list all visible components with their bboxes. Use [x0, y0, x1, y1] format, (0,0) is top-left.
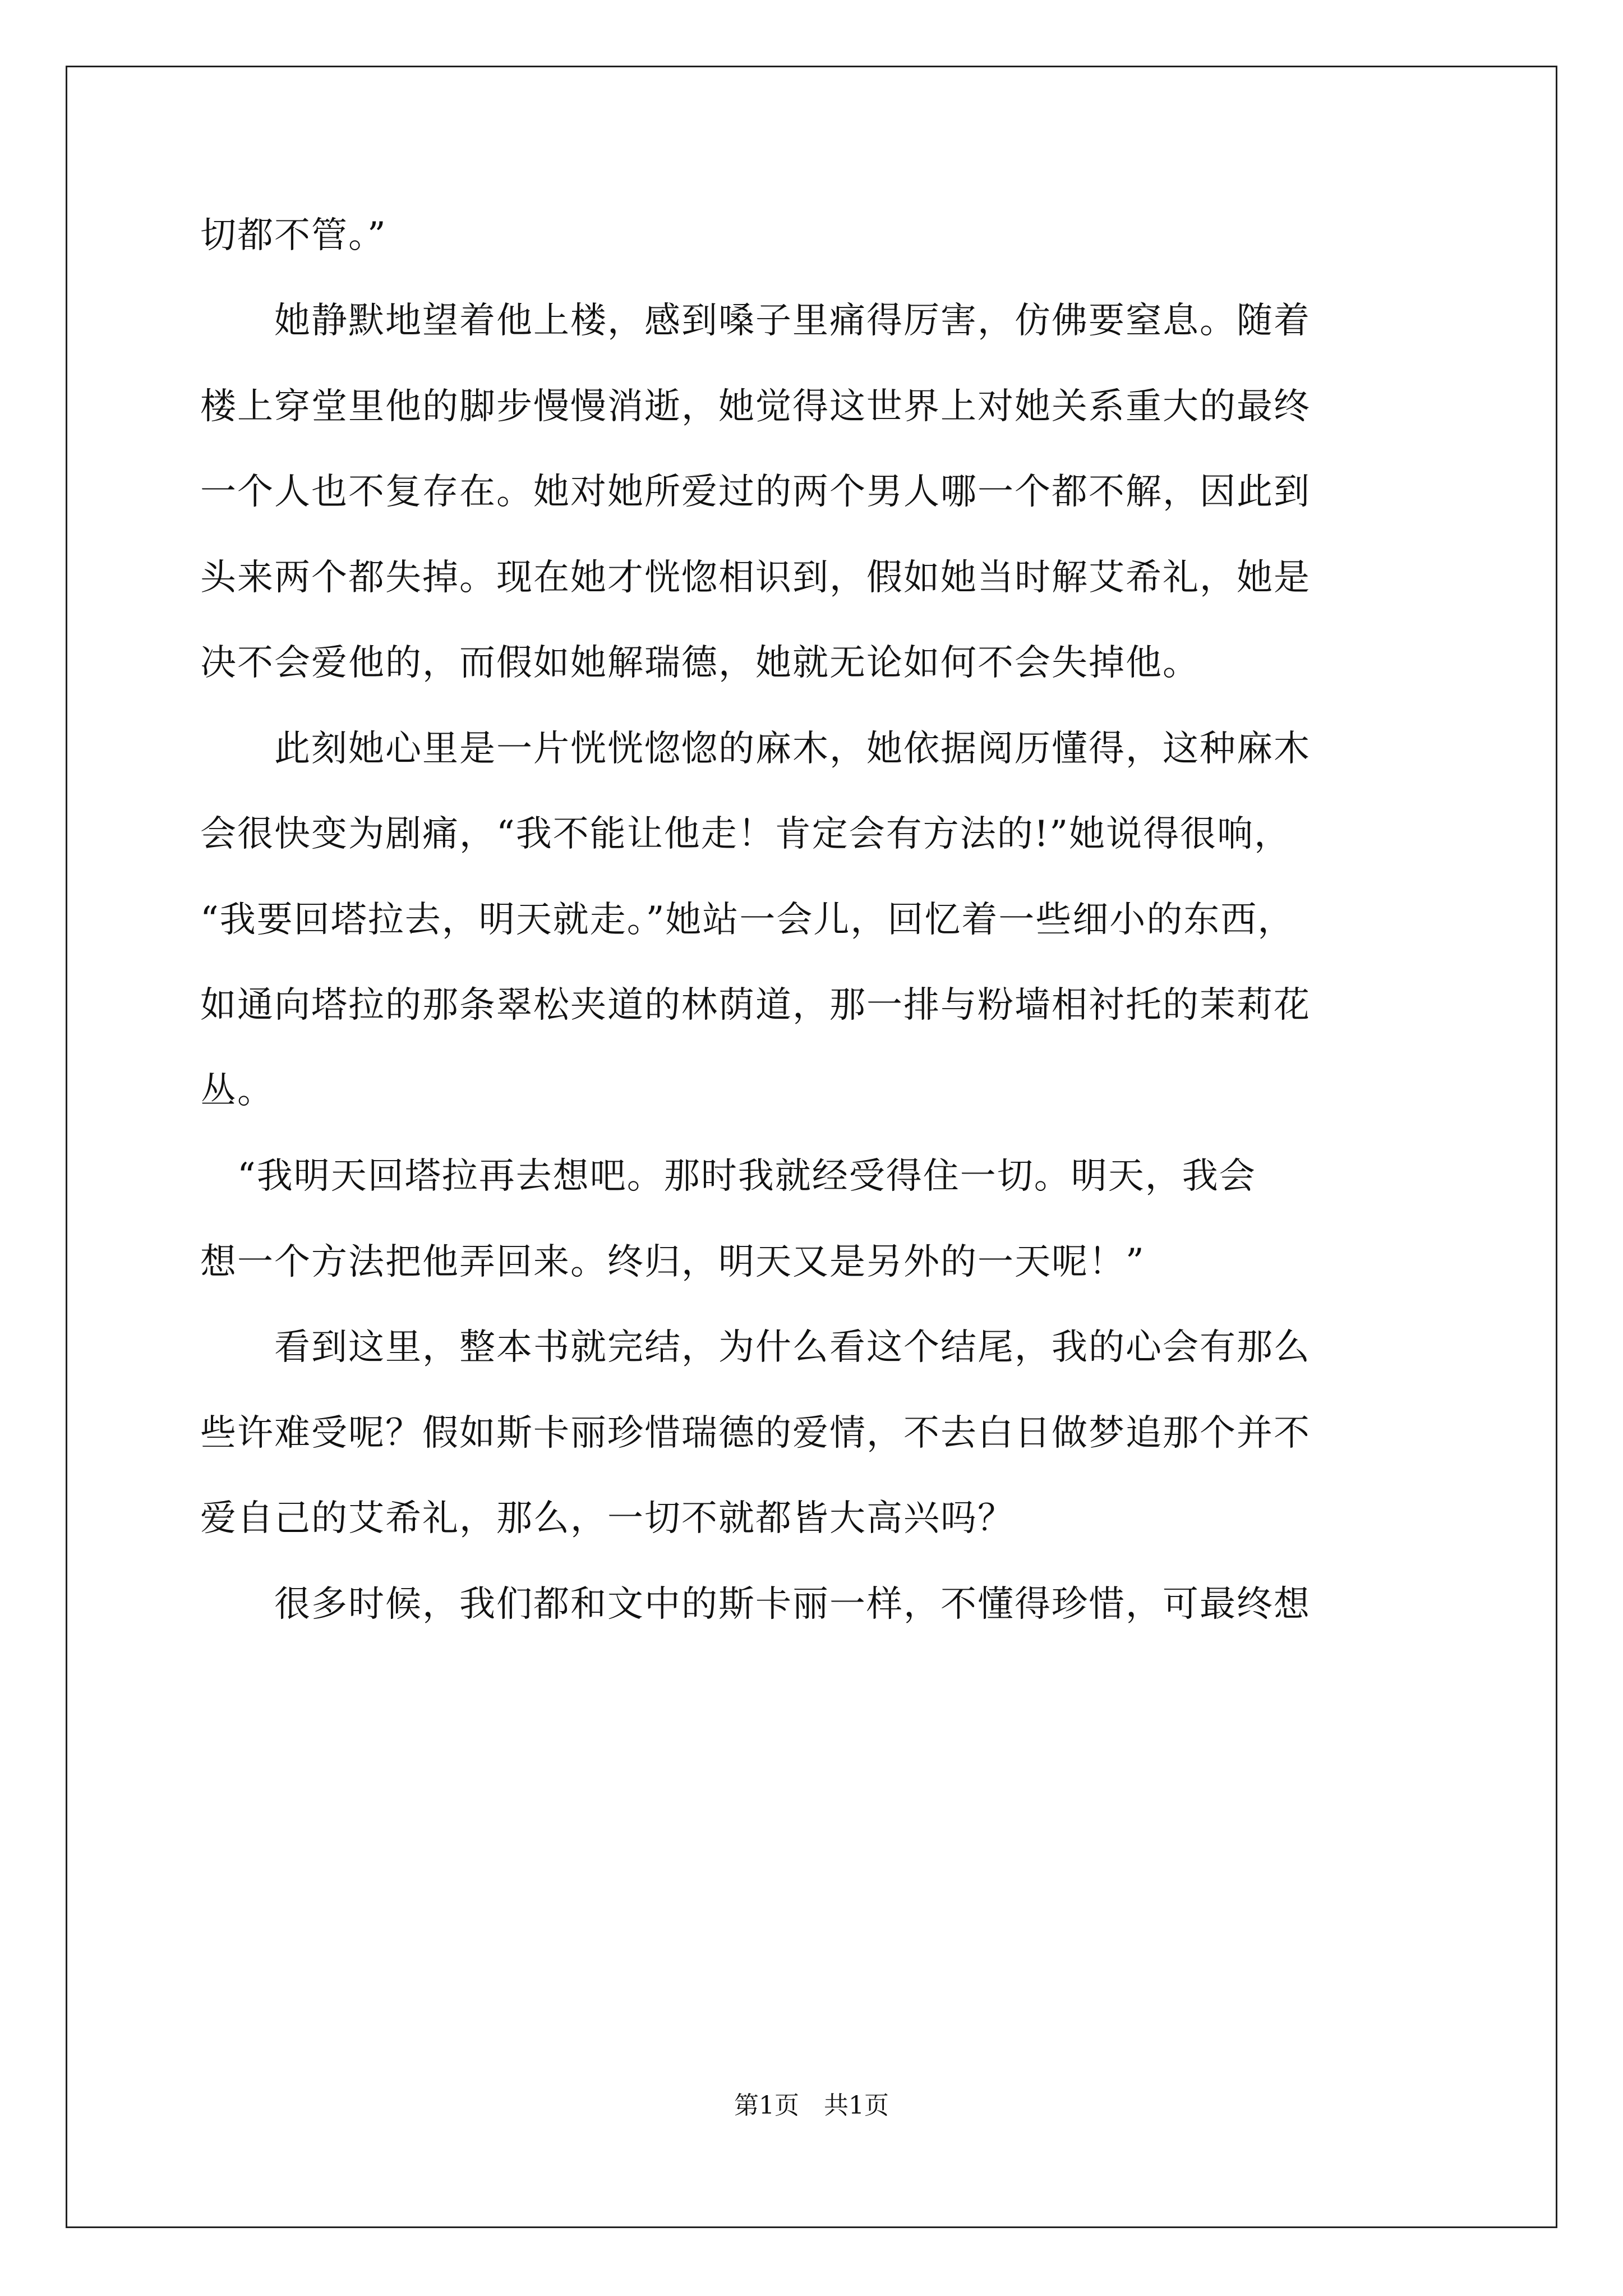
text-line: 楼上穿堂里他的脚步慢慢消逝，她觉得这世界上对她关系重大的最终: [200, 386, 1311, 427]
text-line: 很多时候，我们都和文中的斯卡丽一样，不懂得珍惜，可最终想: [200, 1584, 1311, 1625]
text-line: 决不会爱他的，而假如她解瑞德，她就无论如何不会失掉他。: [200, 642, 1200, 684]
page-number-footer: 第1页 共1页: [734, 2091, 889, 2120]
text-line: 爱自己的艾希礼，那么，一切不就都皆大高兴吗？: [200, 1498, 1015, 1539]
text-line: 看到这里，整本书就完结，为什么看这个结尾，我的心会有那么: [200, 1327, 1311, 1368]
text-line: 她静默地望着他上楼，感到嗓子里痛得厉害，仿佛要窒息。随着: [200, 300, 1311, 342]
text-line: “我明天回塔拉再去想吧。那时我就经受得住一切。明天，我会: [200, 1156, 1256, 1197]
text-line: 些许难受呢？假如斯卡丽珍惜瑞德的爱情，不去白日做梦追那个并不: [200, 1412, 1311, 1454]
text-line: “我要回塔拉去，明天就走。”她站一会儿，回忆着一些细小的东西，: [200, 899, 1295, 941]
text-line: 一个人也不复存在。她对她所爱过的两个男人哪一个都不解，因此到: [200, 471, 1311, 513]
text-line: 此刻她心里是一片恍恍惚惚的麻木，她依据阅历懂得，这种麻木: [200, 728, 1311, 770]
text-line: 切都不管。”: [200, 215, 387, 256]
text-line: 如通向塔拉的那条翠松夹道的林荫道，那一排与粉墙相衬托的茉莉花: [200, 984, 1311, 1026]
text-line: 丛。: [200, 1070, 274, 1112]
text-line: 想一个方法把他弄回来。终归，明天又是另外的一天呢！”: [200, 1241, 1145, 1283]
text-line: 头来两个都失掉。现在她才恍惚相识到，假如她当时解艾希礼，她是: [200, 557, 1311, 599]
text-line: 会很快变为剧痛，“我不能让他走！肯定会有方法的!”她说得很响，: [200, 813, 1292, 855]
